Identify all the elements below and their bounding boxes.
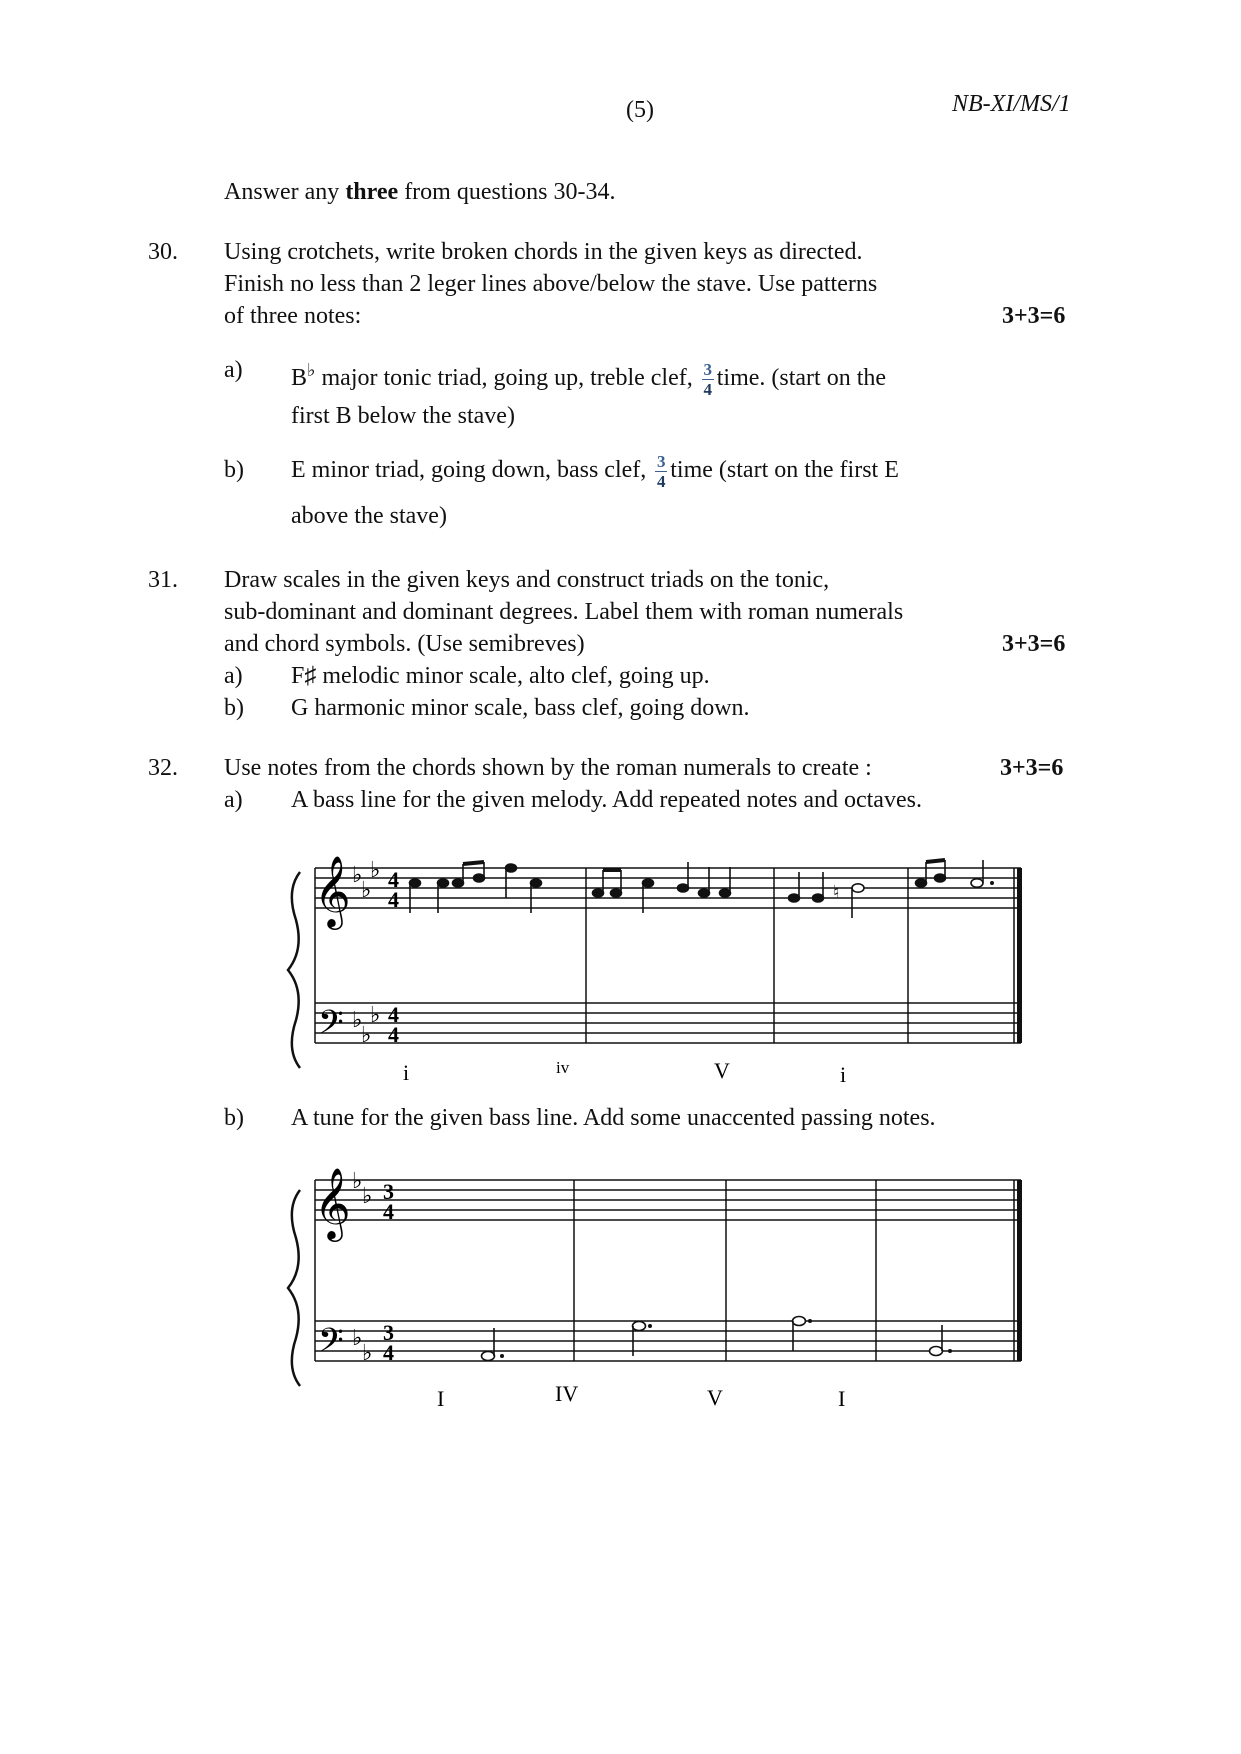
q30b-text — [291, 454, 899, 489]
time-signature-bass — [383, 1320, 394, 1365]
barlines — [315, 1180, 1014, 1361]
flat-sign: ♭ — [307, 360, 316, 380]
q30a-post: time. (start on the — [716, 365, 887, 391]
svg-text:♭: ♭ — [362, 1340, 373, 1365]
score-a — [280, 840, 1040, 1090]
svg-text:3: 3 — [383, 1179, 394, 1204]
q30-line: Finish no less than 2 leger lines above/below the stave. Use patterns — [224, 271, 878, 297]
time-signature: $\frac{3}{4}$ — [657, 452, 666, 491]
svg-text:♭: ♭ — [362, 1183, 373, 1208]
instruction-pre: Answer any — [224, 179, 346, 205]
bass-clef-icon: 𝄢 — [318, 1004, 344, 1049]
q30a-text — [291, 354, 886, 397]
bass-notes — [482, 1317, 953, 1361]
svg-text:3: 3 — [383, 1320, 394, 1345]
roman-numeral: iv — [556, 1058, 570, 1077]
q32b-text: A tune for the given bass line. Add some unaccented passing notes. — [291, 1105, 936, 1131]
paper-code: NB-XI/MS/1 — [952, 91, 1071, 117]
time-signature-bass — [388, 1002, 399, 1047]
key-signature-treble — [352, 857, 380, 902]
svg-text:4: 4 — [388, 1022, 399, 1047]
q30b-post: time (start on the first E — [670, 457, 899, 484]
final-barline — [1017, 1180, 1022, 1361]
svg-text:♮: ♮ — [833, 882, 840, 902]
q32a-label: a) — [224, 787, 243, 813]
q30a-line2: first B below the stave) — [291, 403, 515, 429]
q30b-label: b) — [224, 457, 244, 483]
roman-numeral: V — [714, 1058, 730, 1083]
grand-staff-brace — [288, 1190, 300, 1386]
svg-text:♭: ♭ — [352, 862, 363, 887]
svg-text:♭: ♭ — [352, 1168, 363, 1193]
key-signature-treble — [352, 1168, 372, 1208]
q31b-label: b) — [224, 695, 244, 721]
treble-staff — [315, 1180, 1021, 1220]
treble-clef-icon: 𝄞 — [314, 858, 351, 926]
q32a-text: A bass line for the given melody. Add repeated notes and octaves. — [291, 787, 922, 813]
bass-staff — [315, 1003, 1021, 1043]
svg-text:♭: ♭ — [361, 1022, 372, 1047]
svg-text:♭: ♭ — [352, 1007, 363, 1032]
q30-marks: 3+3=6 — [1002, 303, 1066, 329]
q32b-label: b) — [224, 1105, 244, 1131]
svg-text:♭: ♭ — [352, 1325, 363, 1350]
svg-text:4: 4 — [388, 887, 399, 912]
q30-number: 30. — [148, 239, 178, 265]
q30a-pre: B — [291, 365, 308, 391]
barlines — [315, 868, 1014, 1043]
svg-text:♭: ♭ — [370, 1002, 381, 1027]
q32-number: 32. — [148, 755, 178, 781]
q30-line: of three notes: — [224, 303, 362, 329]
q31b-text: G harmonic minor scale, bass clef, going down. — [291, 695, 750, 721]
svg-text:♭: ♭ — [370, 857, 381, 882]
q30-line: Using crotchets, write broken chords in the given keys as directed. — [224, 239, 863, 265]
bass-clef-icon: 𝄢 — [318, 1322, 344, 1367]
q30a-mid: major tonic triad, going up, treble clef, — [315, 365, 693, 391]
instruction-bold: three — [345, 179, 399, 205]
time-signature-treble — [388, 867, 399, 912]
score-b — [280, 1158, 1040, 1408]
instruction-post: from questions 30-34. — [398, 179, 616, 205]
roman-numeral: i — [403, 1060, 410, 1085]
grand-staff-brace — [288, 872, 300, 1068]
roman-numeral: I — [437, 1386, 445, 1408]
time-signature-treble — [383, 1179, 394, 1224]
key-signature-bass — [352, 1002, 380, 1047]
sharp-sign: ♯ — [304, 663, 317, 689]
roman-numeral: i — [840, 1062, 847, 1087]
roman-numeral: V — [707, 1385, 723, 1408]
q31-line: Draw scales in the given keys and construct triads on the tonic, — [224, 567, 830, 593]
q30b-line2: above the stave) — [291, 503, 447, 529]
roman-numeral: I — [838, 1386, 846, 1408]
treble-clef-icon: 𝄞 — [314, 1170, 351, 1238]
svg-text:4: 4 — [388, 1002, 399, 1027]
time-signature: $\frac{3}{4}$ — [703, 359, 712, 399]
svg-text:4: 4 — [388, 867, 399, 892]
q32-line: Use notes from the chords shown by the roman numerals to create : — [224, 755, 872, 781]
q30a-label: a) — [224, 357, 243, 383]
svg-text:4: 4 — [383, 1199, 394, 1224]
page-number: (5) — [626, 97, 654, 123]
q32-marks: 3+3=6 — [1000, 755, 1064, 781]
q30b-pre: E minor triad, going down, bass clef, — [291, 457, 647, 484]
roman-numeral: IV — [555, 1381, 579, 1406]
q31a-text: F♯ melodic minor scale, alto clef, going up. — [291, 663, 710, 689]
instruction — [224, 176, 616, 208]
svg-text:♭: ♭ — [361, 877, 372, 902]
q31-marks: 3+3=6 — [1002, 631, 1066, 657]
q31-line: and chord symbols. (Use semibreves) — [224, 631, 585, 657]
bass-staff — [315, 1321, 1021, 1361]
q31-number: 31. — [148, 567, 178, 593]
final-barline — [1017, 868, 1022, 1043]
q31a-label: a) — [224, 663, 243, 689]
q31-line: sub-dominant and dominant degrees. Label them with roman numerals — [224, 599, 904, 625]
svg-text:4: 4 — [383, 1340, 394, 1365]
treble-staff — [315, 868, 1021, 908]
